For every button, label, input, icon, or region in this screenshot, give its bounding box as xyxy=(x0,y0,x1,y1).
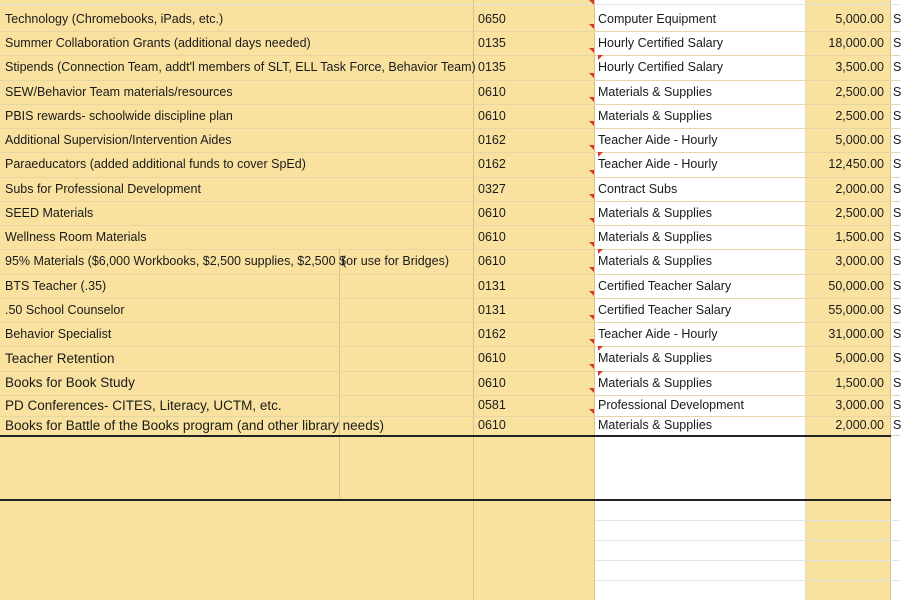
table-row[interactable] xyxy=(0,201,900,225)
truncated-cell[interactable]: S xyxy=(893,303,901,317)
table-row[interactable] xyxy=(0,371,900,395)
amount-cell[interactable]: 2,500.00 xyxy=(835,85,884,99)
table-row[interactable] xyxy=(0,395,900,416)
table-row[interactable] xyxy=(0,274,900,298)
truncated-cell[interactable]: S xyxy=(893,418,901,432)
account-code-cell[interactable]: 0610 xyxy=(478,109,506,123)
category-cell[interactable]: Hourly Certified Salary xyxy=(598,36,724,50)
account-code-cell[interactable]: 0610 xyxy=(478,376,506,390)
description-cell[interactable]: Books for Battle of the Books program (and other library needs) xyxy=(5,418,384,433)
description-cell[interactable]: SEW/Behavior Team materials/resources xyxy=(5,85,233,99)
comment-indicator-icon[interactable] xyxy=(589,315,594,320)
table-row[interactable] xyxy=(0,7,900,31)
description-cell[interactable]: Paraeducators (added additional funds to cover SpEd) xyxy=(5,157,306,171)
description-cell[interactable]: Subs for Professional Development xyxy=(5,182,201,196)
comment-indicator-icon[interactable] xyxy=(589,170,594,175)
account-code-cell[interactable]: 0610 xyxy=(478,230,506,244)
description-cell[interactable]: Wellness Room Materials xyxy=(5,230,147,244)
description-cell[interactable]: SEED Materials xyxy=(5,206,94,220)
comment-indicator-icon[interactable] xyxy=(589,291,594,296)
description-cell[interactable]: Teacher Retention xyxy=(5,351,115,366)
grid-line xyxy=(595,520,900,521)
truncated-cell[interactable]: S xyxy=(893,85,901,99)
grid-line xyxy=(595,580,900,581)
grid-line xyxy=(595,540,900,541)
comment-indicator-icon[interactable] xyxy=(589,121,594,126)
account-code-cell[interactable]: 0327 xyxy=(478,182,506,196)
description-cell[interactable]: .50 School Counselor xyxy=(5,303,125,317)
truncated-cell[interactable]: S xyxy=(893,12,901,26)
amount-cell[interactable]: 2,000.00 xyxy=(835,418,884,432)
category-cell[interactable]: Certified Teacher Salary xyxy=(598,303,732,317)
truncated-cell[interactable]: S xyxy=(893,206,901,220)
table-row[interactable] xyxy=(0,104,900,128)
category-cell[interactable]: Materials & Supplies xyxy=(598,109,712,123)
amount-cell[interactable]: 1,500.00 xyxy=(835,376,884,390)
section-border xyxy=(0,435,891,437)
comment-indicator-icon[interactable] xyxy=(589,339,594,344)
section-border xyxy=(0,499,891,501)
amount-cell[interactable]: 18,000.00 xyxy=(828,36,884,50)
category-cell[interactable]: Contract Subs xyxy=(598,182,678,196)
description-overflow-text: (or use for Bridges) xyxy=(342,254,449,268)
comment-indicator-icon[interactable] xyxy=(589,145,594,150)
amount-cell[interactable]: 3,000.00 xyxy=(835,398,884,412)
amount-cell[interactable]: 50,000.00 xyxy=(828,279,884,293)
amount-cell[interactable]: 2,500.00 xyxy=(835,206,884,220)
category-cell[interactable]: Teacher Aide - Hourly xyxy=(598,133,718,147)
account-code-cell[interactable]: 0581 xyxy=(478,398,506,412)
truncated-cell[interactable]: S xyxy=(893,109,901,123)
comment-indicator-icon[interactable] xyxy=(589,218,594,223)
grid-line xyxy=(0,4,900,5)
truncated-cell[interactable]: S xyxy=(893,279,901,293)
category-cell[interactable]: Teacher Aide - Hourly xyxy=(598,157,718,171)
amount-cell[interactable]: 31,000.00 xyxy=(828,327,884,341)
account-code-cell[interactable]: 0162 xyxy=(478,157,506,171)
description-cell[interactable]: PD Conferences- CITES, Literacy, UCTM, etc. xyxy=(5,398,282,413)
description-cell[interactable]: Books for Book Study xyxy=(5,375,135,390)
table-row[interactable] xyxy=(0,128,900,152)
comment-indicator-icon[interactable] xyxy=(589,24,594,29)
category-cell[interactable]: Professional Development xyxy=(598,398,744,412)
comment-indicator-icon[interactable] xyxy=(589,194,594,199)
table-row[interactable] xyxy=(0,322,900,346)
description-cell[interactable]: Technology (Chromebooks, iPads, etc.) xyxy=(5,12,224,26)
table-row[interactable] xyxy=(0,298,900,322)
account-code-cell[interactable]: 0162 xyxy=(478,327,506,341)
amount-cell[interactable]: 55,000.00 xyxy=(828,303,884,317)
category-cell[interactable]: Materials & Supplies xyxy=(598,206,712,220)
amount-cell[interactable]: 2,000.00 xyxy=(835,182,884,196)
table-row[interactable] xyxy=(0,416,900,435)
description-cell[interactable]: 95% Materials ($6,000 Workbooks, $2,500 supplies, $2,500 $ xyxy=(5,254,346,268)
category-cell[interactable]: Hourly Certified Salary xyxy=(598,60,724,74)
comment-indicator-icon[interactable] xyxy=(589,97,594,102)
comment-indicator-icon[interactable] xyxy=(589,267,594,272)
truncated-cell[interactable]: S xyxy=(893,36,901,50)
table-row[interactable] xyxy=(0,80,900,104)
comment-indicator-icon[interactable] xyxy=(589,48,594,53)
truncated-cell[interactable]: S xyxy=(893,254,901,268)
category-cell[interactable]: Materials & Supplies xyxy=(598,230,712,244)
comment-indicator-icon[interactable] xyxy=(589,388,594,393)
amount-cell[interactable]: 2,500.00 xyxy=(835,109,884,123)
description-cell[interactable]: Summer Collaboration Grants (additional days needed) xyxy=(5,36,311,50)
truncated-cell[interactable]: S xyxy=(893,133,901,147)
account-code-cell[interactable]: 0650 xyxy=(478,12,506,26)
truncated-cell[interactable]: S xyxy=(893,351,901,365)
amount-cell[interactable]: 5,000.00 xyxy=(835,351,884,365)
category-cell[interactable]: Materials & Supplies xyxy=(598,85,712,99)
table-row[interactable] xyxy=(0,249,900,274)
category-cell[interactable]: Materials & Supplies xyxy=(598,376,712,390)
truncated-cell[interactable]: S xyxy=(893,60,901,74)
table-row[interactable] xyxy=(0,152,900,177)
comment-indicator-icon[interactable] xyxy=(589,0,594,5)
table-row[interactable] xyxy=(0,225,900,249)
description-cell[interactable]: Stipends (Connection Team, addt'l members of SLT, ELL Task Force, Behavior Team) xyxy=(5,60,476,74)
amount-cell[interactable]: 5,000.00 xyxy=(835,12,884,26)
account-code-cell[interactable]: 0162 xyxy=(478,133,506,147)
table-row[interactable] xyxy=(0,346,900,371)
truncated-cell[interactable]: S xyxy=(893,327,901,341)
truncated-cell[interactable]: S xyxy=(893,398,901,412)
comment-indicator-icon[interactable] xyxy=(589,73,594,78)
comment-indicator-icon[interactable] xyxy=(589,242,594,247)
account-code-cell[interactable]: 0610 xyxy=(478,254,506,268)
account-code-cell[interactable]: 0131 xyxy=(478,279,506,293)
truncated-cell[interactable]: S xyxy=(893,182,901,196)
comment-indicator-icon[interactable] xyxy=(598,346,603,351)
description-cell[interactable]: BTS Teacher (.35) xyxy=(5,279,107,293)
account-code-cell[interactable]: 0610 xyxy=(478,418,506,432)
category-cell[interactable]: Teacher Aide - Hourly xyxy=(598,327,718,341)
description-cell[interactable]: PBIS rewards- schoolwide discipline plan xyxy=(5,109,233,123)
category-cell[interactable]: Materials & Supplies xyxy=(598,254,712,268)
truncated-cell[interactable]: S xyxy=(893,376,901,390)
table-row[interactable] xyxy=(0,177,900,201)
comment-indicator-icon[interactable] xyxy=(598,152,603,157)
category-cell[interactable]: Computer Equipment xyxy=(598,12,717,26)
account-code-cell[interactable]: 0135 xyxy=(478,60,506,74)
grid-line xyxy=(595,560,900,561)
comment-indicator-icon[interactable] xyxy=(598,55,603,60)
amount-cell[interactable]: 1,500.00 xyxy=(835,230,884,244)
account-code-cell[interactable]: 0610 xyxy=(478,85,506,99)
comment-indicator-icon[interactable] xyxy=(598,249,603,254)
description-cell[interactable]: Behavior Specialist xyxy=(5,327,112,341)
account-code-cell[interactable]: 0135 xyxy=(478,36,506,50)
category-cell[interactable]: Materials & Supplies xyxy=(598,418,712,432)
truncated-cell[interactable]: S xyxy=(893,157,901,171)
comment-indicator-icon[interactable] xyxy=(589,409,594,414)
account-code-cell[interactable]: 0131 xyxy=(478,303,506,317)
account-code-cell[interactable]: 0610 xyxy=(478,351,506,365)
truncated-cell[interactable]: S xyxy=(893,230,901,244)
category-cell[interactable]: Certified Teacher Salary xyxy=(598,279,732,293)
amount-cell[interactable]: 5,000.00 xyxy=(835,133,884,147)
amount-cell[interactable]: 12,450.00 xyxy=(828,157,884,171)
table-row[interactable] xyxy=(0,55,900,80)
account-code-cell[interactable]: 0610 xyxy=(478,206,506,220)
description-cell[interactable]: Additional Supervision/Intervention Aides xyxy=(5,133,232,147)
comment-indicator-icon[interactable] xyxy=(598,371,603,376)
comment-indicator-icon[interactable] xyxy=(589,364,594,369)
table-row[interactable] xyxy=(0,31,900,55)
amount-cell[interactable]: 3,000.00 xyxy=(835,254,884,268)
category-cell[interactable]: Materials & Supplies xyxy=(598,351,712,365)
amount-cell[interactable]: 3,500.00 xyxy=(835,60,884,74)
